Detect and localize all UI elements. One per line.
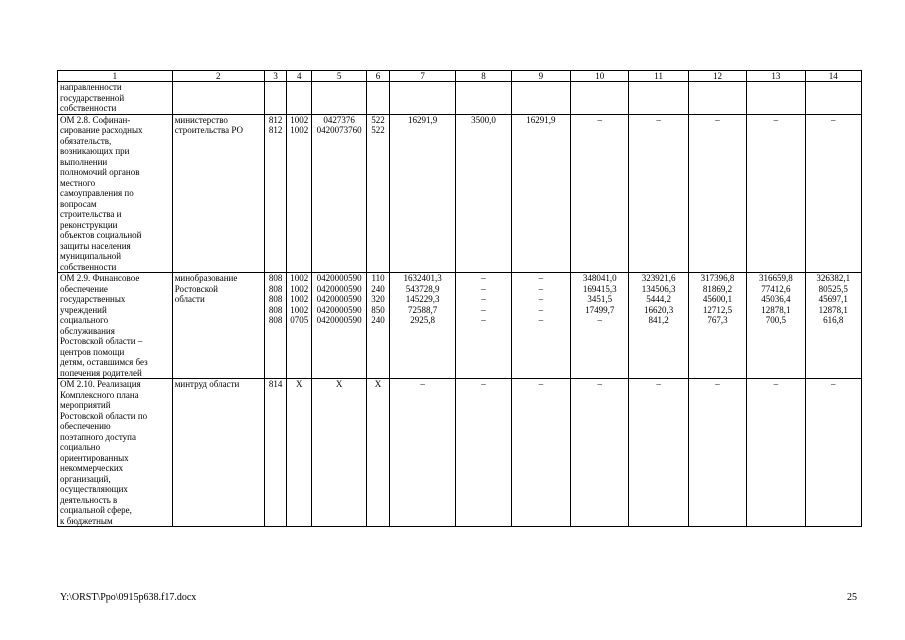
cell-line: 16620,3: [644, 304, 674, 315]
cell-line: 316659,8: [759, 273, 793, 283]
cell-line: учреждений: [60, 304, 107, 315]
cell-line: 841,2: [648, 315, 669, 325]
cell-line: 169415,3: [582, 283, 617, 294]
value-cell: [456, 379, 511, 527]
cell-line: –: [538, 315, 544, 325]
cell-line: –: [656, 114, 661, 125]
code-cell: [367, 273, 390, 379]
value-cell: [747, 82, 805, 115]
cell-line: 814: [268, 379, 283, 389]
cell-line: Ростовской области по: [60, 410, 148, 421]
cell-line: минтруд области: [174, 379, 240, 389]
value-cell: [456, 273, 511, 379]
value-cell: [511, 273, 570, 379]
cell-line: 0420000590: [316, 304, 362, 315]
cell-line: 808: [268, 315, 283, 325]
code-cell: [311, 273, 366, 379]
cell-line: 16291,9: [526, 114, 556, 125]
cell-line: 45600,1: [702, 294, 733, 304]
value-cell: [389, 82, 456, 115]
value-cell: [688, 379, 746, 527]
file-path: Y:\ORST\Ppo\0915p638.f17.docx: [60, 592, 197, 603]
code-cell: [264, 82, 287, 115]
cell-line: к бюджетным: [60, 515, 113, 526]
cell-line: Ростовской: [174, 283, 218, 294]
code-cell: [311, 114, 366, 273]
cell-line: собственности: [60, 261, 117, 272]
header-row: [58, 71, 862, 82]
cell-line: организаций,: [60, 473, 111, 484]
cell-line: 808: [268, 304, 283, 315]
cell-line: центров помощи: [60, 346, 125, 357]
cell-line: 80525,5: [818, 283, 848, 294]
code-cell: [287, 82, 312, 115]
value-cell: [511, 82, 570, 115]
cell-line: 3451,5: [587, 294, 613, 304]
cell-line: 110: [371, 273, 385, 283]
col-header: 9: [511, 71, 570, 82]
cell-line: –: [538, 273, 544, 283]
page-number: 25: [847, 592, 857, 603]
cell-line: 16291,9: [407, 114, 438, 125]
cell-line: 17499,7: [585, 304, 615, 315]
value-cell: [571, 379, 629, 527]
value-cell: [688, 82, 746, 115]
code-cell: [367, 114, 390, 273]
cell-line: министерство: [174, 114, 228, 125]
cell-line: –: [538, 283, 544, 294]
cell-line: 616,8: [823, 315, 844, 325]
code-cell: [264, 273, 287, 379]
cell-line: 5444,2: [646, 294, 671, 304]
cell-line: государственной: [60, 92, 125, 103]
cell-line: 543728,9: [405, 283, 440, 294]
cell-line: обязательств,: [60, 135, 112, 146]
cell-line: полномочий органов: [60, 167, 140, 177]
cell-line: –: [538, 294, 544, 304]
cell-line: –: [481, 283, 486, 294]
code-cell: [367, 379, 390, 527]
cell-line: самоуправления по: [60, 188, 134, 198]
table-row: [58, 114, 862, 273]
cell-line: 134506,3: [641, 283, 676, 294]
cell-line: –: [773, 379, 779, 389]
cell-line: строительства РО: [174, 125, 243, 135]
value-cell: [629, 379, 688, 527]
value-cell: [511, 379, 570, 527]
cell-line: 0420000590: [316, 273, 362, 283]
value-cell: [747, 114, 805, 273]
cell-line: 808: [268, 273, 283, 283]
value-cell: [571, 114, 629, 273]
cell-line: –: [538, 304, 544, 315]
cell-line: –: [420, 379, 425, 389]
cell-line: 2925,8: [410, 315, 435, 325]
value-cell: [629, 82, 688, 115]
cell-line: сирование расходных: [60, 125, 143, 135]
value-cell: [629, 114, 688, 273]
cell-line: защиты населения: [60, 240, 131, 251]
value-cell: [629, 273, 688, 379]
cell-line: попечения родителей: [60, 367, 142, 378]
cell-line: строительства и: [60, 209, 122, 219]
cell-line: –: [481, 273, 486, 283]
table-row: [58, 273, 862, 379]
cell-line: –: [831, 379, 836, 389]
cell-line: 1002: [290, 304, 309, 315]
cell-line: 812: [268, 125, 283, 135]
cell-line: социальной сфере,: [60, 505, 132, 515]
col-header: 8: [456, 71, 511, 82]
value-cell: [389, 379, 456, 527]
cell-line: –: [773, 114, 779, 125]
col-header: 10: [571, 71, 629, 82]
col-header: 4: [287, 71, 312, 82]
cell-line: деятельность в: [60, 494, 118, 505]
cell-line: реконструкции: [60, 219, 118, 230]
table-row: [58, 82, 862, 115]
cell-line: 808: [268, 283, 283, 294]
measure-name-cell: [58, 82, 173, 115]
executor-cell: [172, 114, 264, 273]
cell-line: обслуживания: [60, 325, 115, 336]
cell-line: 3500,0: [471, 114, 496, 125]
cell-line: 326382,1: [816, 273, 851, 283]
cell-line: –: [481, 294, 486, 304]
value-cell: [805, 273, 861, 379]
cell-line: вопросам: [60, 198, 97, 209]
cell-line: обеспечение: [60, 283, 108, 294]
measure-name-cell: [58, 273, 173, 379]
code-cell: [264, 379, 287, 527]
value-cell: [571, 82, 629, 115]
code-cell: [367, 82, 390, 115]
cell-line: собственности: [60, 103, 117, 113]
cell-line: –: [597, 114, 602, 125]
cell-line: 240: [371, 315, 385, 325]
cell-line: ОМ 2.9. Финансовое: [60, 273, 140, 283]
cell-line: Х: [374, 379, 382, 389]
cell-line: Х: [295, 379, 303, 389]
cell-line: 1002: [290, 114, 309, 125]
cell-line: 12878,1: [761, 304, 791, 315]
table-row: [58, 379, 862, 527]
cell-line: поэтапного доступа: [60, 431, 136, 442]
cell-line: –: [597, 315, 602, 325]
cell-line: –: [715, 114, 720, 125]
cell-line: 348041,0: [582, 273, 617, 283]
cell-line: 323921,6: [641, 273, 676, 283]
cell-line: социального: [60, 315, 109, 325]
cell-line: 0427376: [323, 114, 355, 125]
value-cell: [389, 273, 456, 379]
cell-line: 522: [371, 125, 385, 135]
cell-line: –: [481, 379, 486, 389]
code-cell: [287, 114, 312, 273]
cell-line: местного: [60, 177, 96, 188]
col-header: 1: [58, 71, 173, 82]
cell-line: ориентированных: [60, 452, 129, 463]
value-cell: [747, 379, 805, 527]
cell-line: детям, оставшимся без: [60, 357, 148, 367]
cell-line: 12878,1: [818, 304, 848, 315]
cell-line: –: [481, 315, 486, 325]
cell-line: возникающих при: [60, 146, 130, 156]
col-header: 2: [172, 71, 264, 82]
col-header: 7: [389, 71, 456, 82]
cell-line: 72588,7: [407, 304, 438, 315]
cell-line: –: [538, 379, 544, 389]
col-header: 13: [747, 71, 805, 82]
cell-line: 12712,5: [702, 304, 733, 315]
value-cell: [688, 273, 746, 379]
col-header: 11: [629, 71, 688, 82]
value-cell: [571, 273, 629, 379]
cell-line: некоммерческих: [60, 463, 124, 473]
cell-line: 0705: [290, 315, 309, 325]
cell-line: 0420000590: [316, 283, 362, 294]
cell-line: 850: [371, 304, 385, 315]
executor-cell: [172, 82, 264, 115]
cell-line: –: [715, 379, 720, 389]
cell-line: 812: [268, 114, 283, 125]
value-cell: [805, 114, 861, 273]
cell-line: мероприятий: [60, 400, 111, 410]
cell-line: направленности: [60, 82, 122, 92]
cell-line: государственных: [60, 294, 126, 304]
cell-line: 0420000590: [316, 294, 362, 304]
cell-line: 1002: [290, 294, 309, 304]
budget-table: [57, 70, 862, 527]
cell-line: Комплексного плана: [60, 389, 139, 400]
value-cell: [747, 273, 805, 379]
cell-line: 700,5: [765, 315, 787, 325]
cell-line: осуществляющих: [60, 484, 128, 494]
cell-line: 77412,6: [761, 283, 791, 294]
col-header: 14: [805, 71, 861, 82]
cell-line: 317396,8: [700, 273, 735, 283]
cell-line: 767,3: [707, 315, 728, 325]
cell-line: ОМ 2.8. Софинан-: [60, 114, 131, 125]
cell-line: выполнении: [60, 156, 108, 167]
executor-cell: [172, 273, 264, 379]
cell-line: –: [656, 379, 661, 389]
col-header: 5: [311, 71, 366, 82]
col-header: 6: [367, 71, 390, 82]
col-header: 3: [264, 71, 287, 82]
code-cell: [287, 379, 312, 527]
cell-line: 0420073760: [316, 125, 362, 135]
cell-line: ОМ 2.10. Реализация: [60, 379, 141, 389]
cell-line: муниципальной: [60, 251, 122, 261]
measure-name-cell: [58, 379, 173, 527]
cell-line: 320: [371, 294, 385, 304]
cell-line: –: [831, 114, 836, 125]
cell-line: 145229,3: [405, 294, 440, 304]
value-cell: [389, 114, 456, 273]
code-cell: [287, 273, 312, 379]
cell-line: области: [174, 294, 205, 304]
cell-line: 81869,2: [702, 283, 733, 294]
value-cell: [456, 82, 511, 115]
code-cell: [311, 82, 366, 115]
cell-line: 522: [371, 114, 385, 125]
value-cell: [805, 379, 861, 527]
cell-line: обеспечению: [60, 421, 111, 431]
cell-line: –: [597, 379, 602, 389]
cell-line: 1632401,3: [403, 273, 442, 283]
cell-line: Х: [335, 379, 343, 389]
executor-cell: [172, 379, 264, 527]
value-cell: [456, 114, 511, 273]
cell-line: 45697,1: [818, 294, 848, 304]
cell-line: 808: [268, 294, 283, 304]
value-cell: [511, 114, 570, 273]
cell-line: 0420000590: [316, 315, 362, 325]
col-header: 12: [688, 71, 746, 82]
cell-line: 240: [371, 283, 385, 294]
cell-line: 1002: [290, 283, 309, 294]
code-cell: [264, 114, 287, 273]
cell-line: 1002: [290, 273, 309, 283]
cell-line: Ростовской области –: [60, 336, 143, 346]
value-cell: [688, 114, 746, 273]
cell-line: минобразование: [174, 273, 238, 283]
cell-line: объектов социальной: [60, 230, 142, 240]
cell-line: социально: [60, 442, 101, 452]
code-cell: [311, 379, 366, 527]
cell-line: 1002: [290, 125, 309, 135]
measure-name-cell: [58, 114, 173, 273]
cell-line: 45036,4: [761, 294, 791, 304]
cell-line: –: [481, 304, 486, 315]
value-cell: [805, 82, 861, 115]
